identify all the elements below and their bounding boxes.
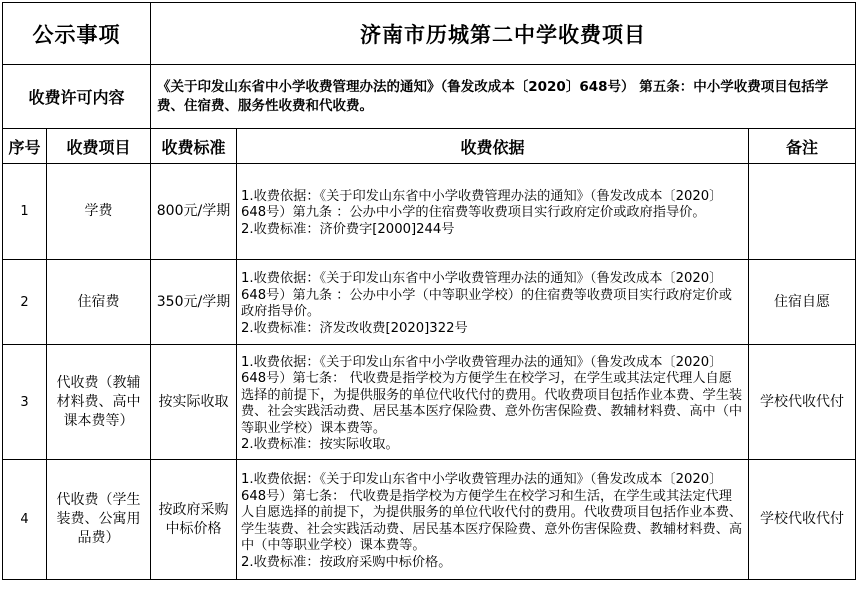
row-index: 1 <box>3 164 47 260</box>
table-row <box>3 260 856 345</box>
table-row <box>3 460 856 580</box>
permit-label: 收费许可内容 <box>3 65 151 129</box>
row-standard: 按实际收取 <box>151 345 237 460</box>
row-item: 住宿费 <box>47 260 151 345</box>
basis-line: 1.收费依据：《关于印发山东省中小学收费管理办法的通知》（鲁发改成本〔2020〕648号）第九条 ：公办中小学（中等职业学校）的住宿费等收费项目实行政府定价或政府指导价。 <box>241 271 732 319</box>
basis-line: 2.收费标准：按实际收取。 <box>241 437 399 452</box>
col-header-index: 序号 <box>3 129 47 164</box>
permit-text: 《关于印发山东省中小学收费管理办法的通知》（鲁发改成本〔2020〕648号） 第五条：中小学收费项目包括学费、住宿费、服务性收费和代收费。 <box>151 65 856 129</box>
row-standard: 按政府采购中标价格 <box>151 460 237 580</box>
table-row <box>3 164 856 260</box>
row-basis <box>237 345 749 460</box>
row-index: 4 <box>3 460 47 580</box>
col-header-remark: 备注 <box>749 129 856 164</box>
col-header-basis: 收费依据 <box>237 129 749 164</box>
row-basis <box>237 460 749 580</box>
basis-line: 2.收费标准：按政府采购中标价格。 <box>241 554 452 570</box>
col-header-standard: 收费标准 <box>151 129 237 164</box>
row-basis <box>237 260 749 345</box>
notice-label: 公示事项 <box>3 3 151 65</box>
row-index: 2 <box>3 260 47 345</box>
row-item: 学费 <box>47 164 151 260</box>
row-standard: 350元/学期 <box>151 260 237 345</box>
row-item: 代收费（教辅材料费、高中课本费等） <box>47 345 151 460</box>
page-title: 济南市历城第二中学收费项目 <box>151 3 856 65</box>
row-remark <box>749 164 856 260</box>
title-row <box>3 3 856 65</box>
row-standard: 800元/学期 <box>151 164 237 260</box>
row-remark: 学校代收代付 <box>749 345 856 460</box>
basis-line: 1.收费依据：《关于印发山东省中小学收费管理办法的通知》（鲁发改成本〔2020〕648号）第七条： 代收费是指学校为方便学生在校学习和生活，在学生或其法定代理人自愿选择的前提下，为提供服务的单位代收代付的费用。代收费项目包括作业本费、学生装费、社会实践活动费、居民基本医疗保险费、意外伤害保险费、教辅材料费、高中（中等职业学校）课本费等。 <box>241 472 743 553</box>
basis-line: 2.收费标准：济发改收费[2020]322号 <box>241 320 468 336</box>
row-item: 代收费（学生装费、公寓用品费） <box>47 460 151 580</box>
column-header-row <box>3 129 856 164</box>
row-basis <box>237 164 749 260</box>
row-remark: 住宿自愿 <box>749 260 856 345</box>
permit-row <box>3 65 856 129</box>
basis-line: 2.收费标准：济价费字[2000]244号 <box>241 221 455 237</box>
table-row <box>3 345 856 460</box>
col-header-item: 收费项目 <box>47 129 151 164</box>
row-remark: 学校代收代付 <box>749 460 856 580</box>
basis-line: 1.收费依据：《关于印发山东省中小学收费管理办法的通知》（鲁发改成本〔2020〕648号）第九条 ：公办中小学的住宿费等收费项目实行政府定价或政府指导价。 <box>241 188 723 221</box>
row-index: 3 <box>3 345 47 460</box>
basis-line: 1.收费依据：《关于印发山东省中小学收费管理办法的通知》（鲁发改成本〔2020〕648号）第七条： 代收费是指学校为方便学生在校学习，在学生或其法定代理人自愿选择的前提下，为提供服务的单位代收代付的费用。代收费项目包括作业本费、学生装费、社会实践活动费、居民基本医疗保险费、意外伤害保险费、教辅材料费、高中（中等职业学校）课本费等。 <box>241 354 743 436</box>
fee-table <box>2 2 856 580</box>
